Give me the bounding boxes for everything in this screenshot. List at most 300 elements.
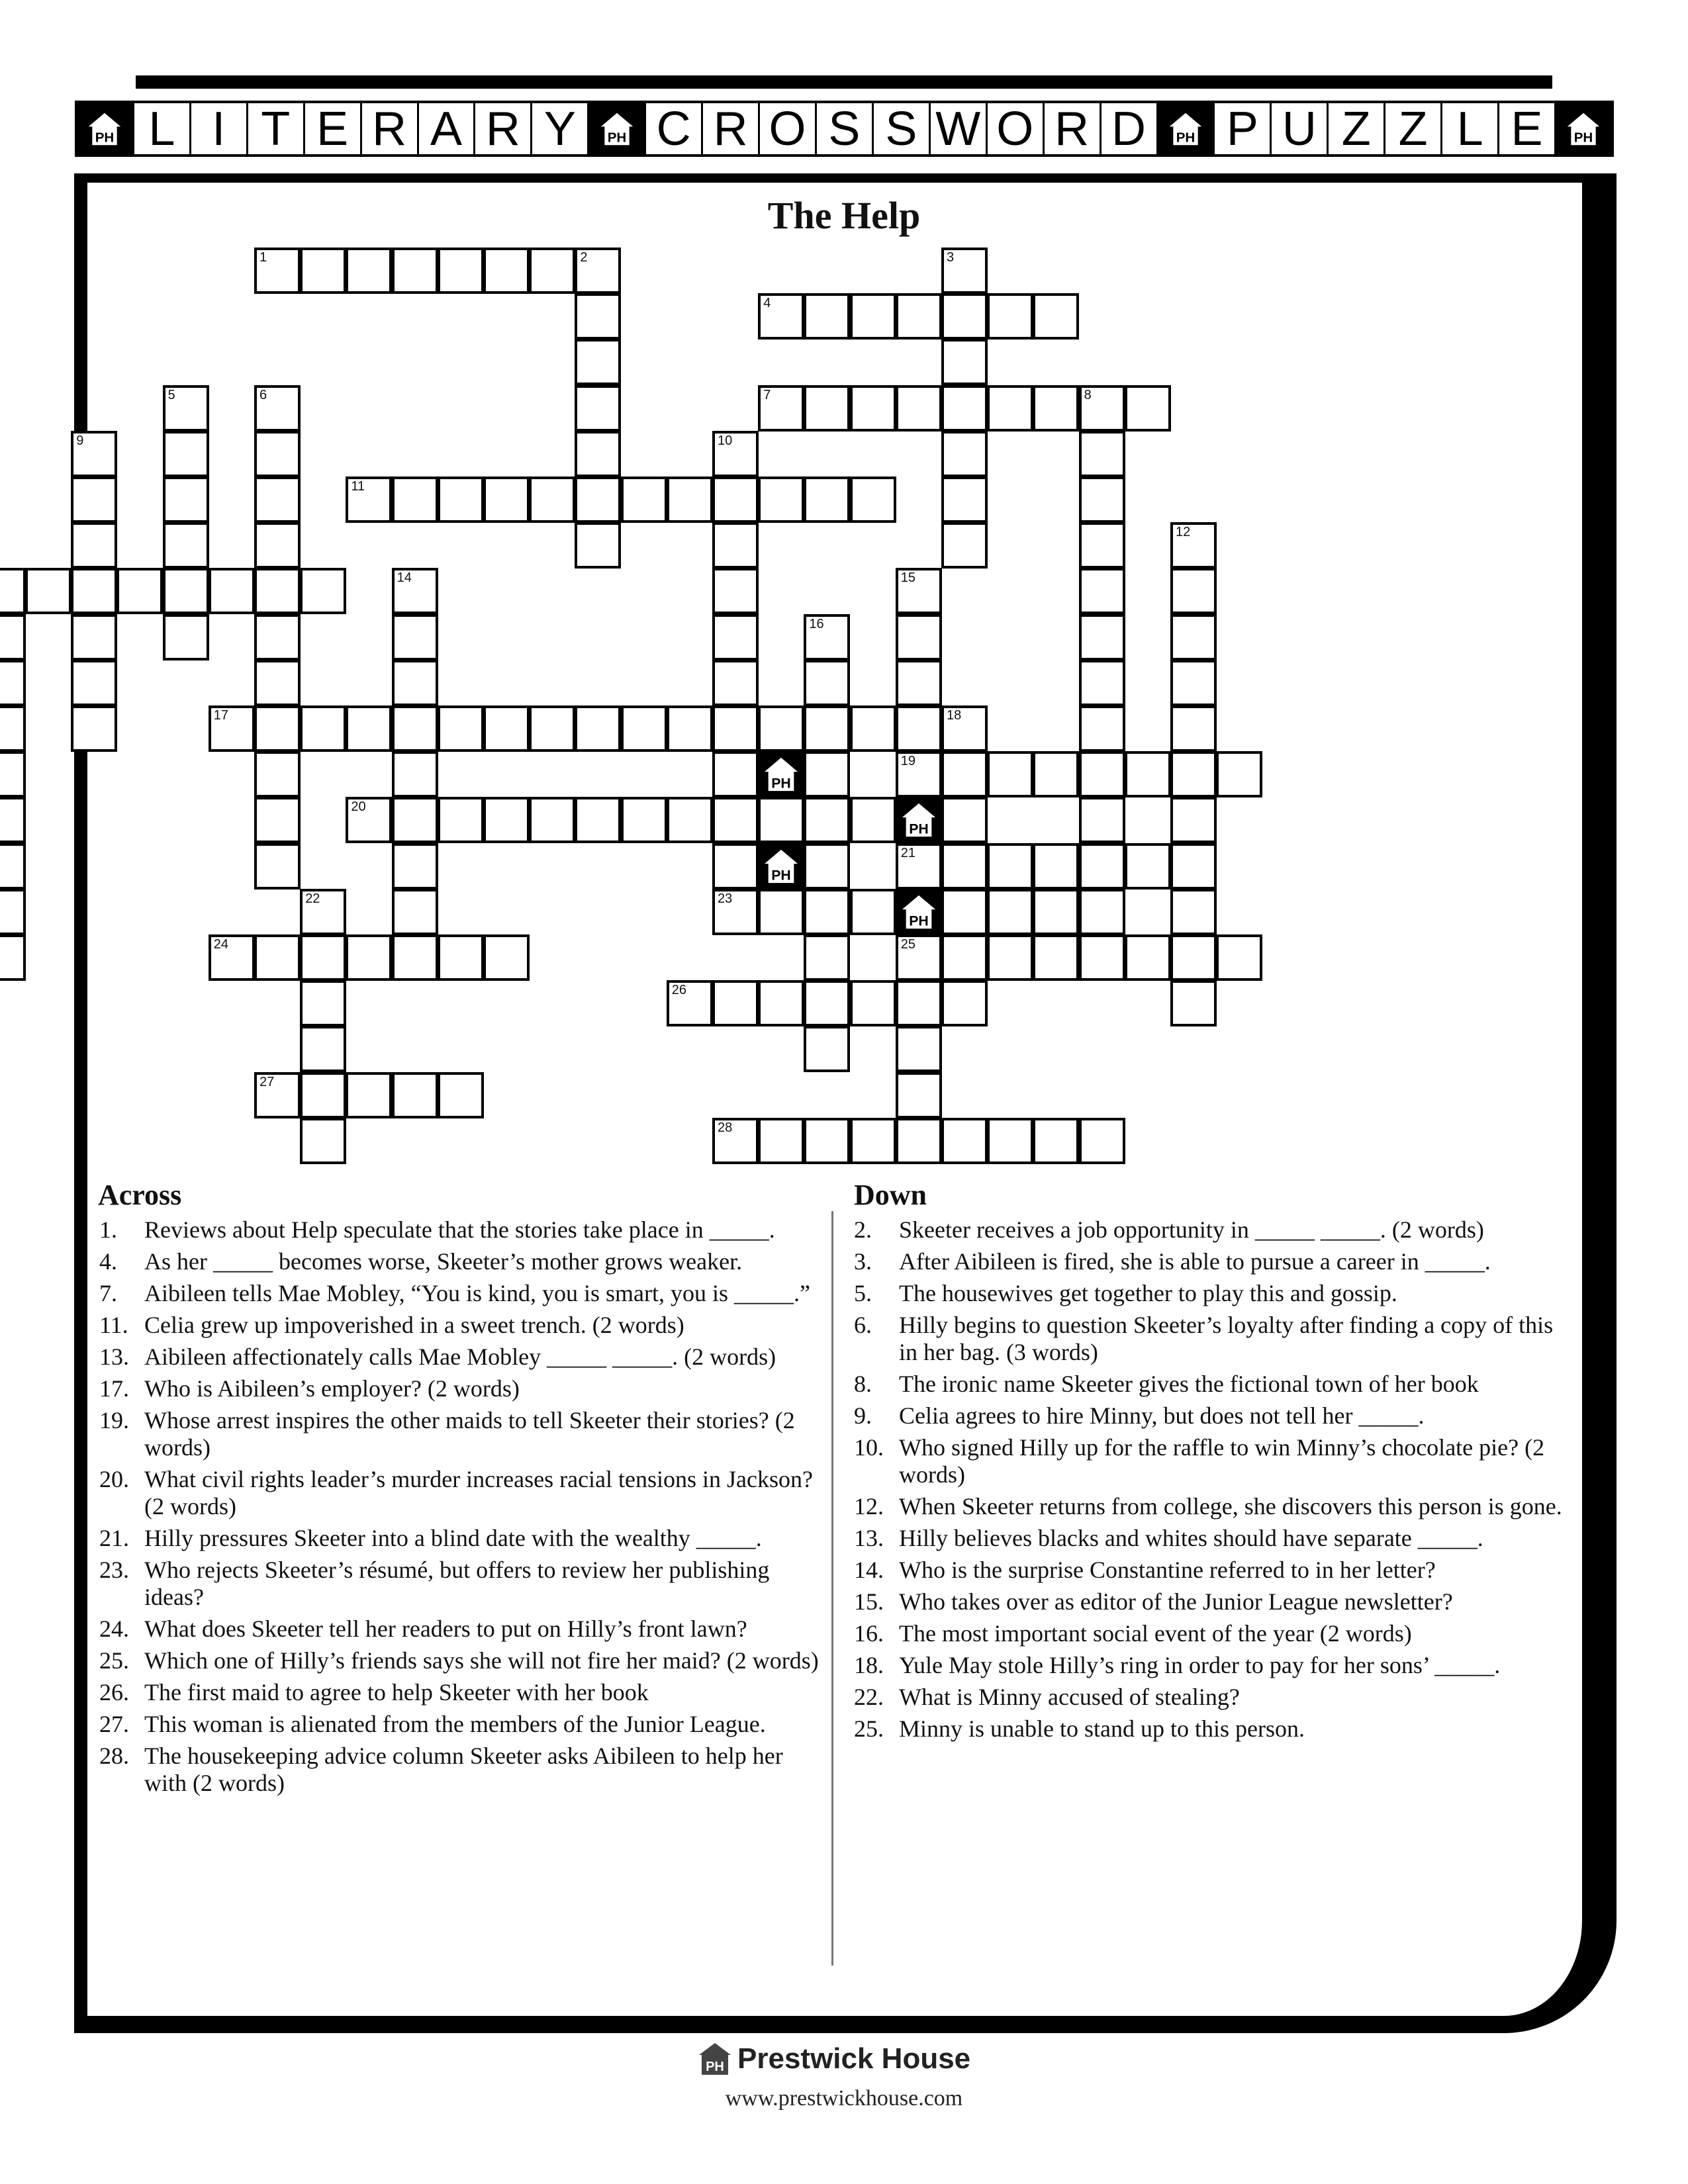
clue-num: 9. [854,1402,872,1429]
grid-cell[interactable] [896,705,942,752]
grid-cell[interactable] [896,385,942,432]
banner-letter: Z [1385,103,1442,154]
grid-cell[interactable] [1079,1118,1125,1164]
grid-cell[interactable] [346,705,392,752]
clue-num: 4. [99,1248,117,1275]
grid-cell[interactable] [254,385,301,432]
grid-cell[interactable] [712,1118,759,1164]
across-clue [99,1743,827,1797]
grid-cell[interactable] [438,477,484,523]
banner-letter: R [1045,103,1102,154]
grid-cell[interactable] [1033,843,1079,889]
grid-cell[interactable] [896,980,942,1026]
grid-cell[interactable] [392,568,438,614]
grid-cell[interactable] [300,705,346,752]
across-clue [99,1525,827,1552]
grid-cell[interactable] [483,797,530,843]
grid-cell[interactable] [941,751,988,797]
grid-cell[interactable] [1216,934,1262,981]
grid-cell[interactable] [575,477,621,523]
grid-cell[interactable] [758,980,804,1026]
grid-cell[interactable] [850,705,896,752]
grid-cell[interactable] [0,660,26,706]
grid-cell[interactable] [575,431,621,477]
clue-number: 10 [718,433,733,448]
grid-cell[interactable] [300,568,346,614]
grid-cell[interactable] [1170,568,1217,614]
clue-num: 15. [854,1588,884,1615]
down-clue [854,1588,1575,1615]
grid-cell[interactable] [575,248,621,294]
grid-cell[interactable] [392,1072,438,1118]
grid-cell[interactable] [987,293,1033,340]
grid-cell[interactable] [804,1118,850,1164]
across-heading: Across [98,1179,182,1211]
grid-cell[interactable] [0,568,26,614]
grid-cell[interactable] [896,568,942,614]
grid-cell[interactable] [987,889,1033,935]
grid-cell[interactable] [438,248,484,294]
grid-cell[interactable] [1079,477,1125,523]
grid-cell[interactable] [483,477,530,523]
grid-cell[interactable] [896,1026,942,1072]
clue-number: 3 [947,250,955,265]
clue-num: 11. [99,1312,128,1338]
grid-cell[interactable] [300,980,346,1026]
down-clue [854,1434,1575,1488]
grid-cell[interactable] [987,1118,1033,1164]
grid-cell[interactable] [712,614,759,660]
grid-cell[interactable] [0,889,26,935]
banner-letter: Z [1329,103,1385,154]
clue-number: 24 [213,937,229,952]
grid-cell[interactable] [850,980,896,1026]
grid-cell[interactable] [712,431,759,477]
grid-cell[interactable] [1170,843,1217,889]
grid-cell[interactable] [1125,751,1171,797]
grid-cell[interactable] [712,889,759,935]
grid-cell[interactable] [941,293,988,340]
clue-text: What is Minny accused of stealing? [899,1684,1240,1710]
grid-cell[interactable] [1079,934,1125,981]
grid-cell[interactable] [346,934,392,981]
grid-cell[interactable] [667,477,713,523]
across-clue [99,1216,827,1244]
grid-cell[interactable] [438,934,484,981]
grid-cell[interactable] [254,614,301,660]
grid-cell[interactable] [941,339,988,385]
clue-number: 23 [718,891,733,906]
grid-cell[interactable] [896,660,942,706]
website-url[interactable]: www.prestwickhouse.com [725,2086,963,2111]
grid-cell[interactable] [896,614,942,660]
grid-cell[interactable] [758,889,804,935]
brand-name: Prestwick House [737,2042,971,2075]
grid-cell[interactable] [850,477,896,523]
grid-cell[interactable] [1079,522,1125,569]
grid-cell[interactable] [712,568,759,614]
clue-text: Aibileen affectionately calls Mae Mobley _____ _____. (2 words) [144,1343,776,1370]
grid-cell[interactable] [254,843,301,889]
grid-cell[interactable] [758,293,804,340]
grid-cell[interactable] [529,248,575,294]
clue-text: Hilly begins to question Skeeter’s loyalty after finding a copy of this in her bag. (3 words) [899,1312,1554,1365]
grid-cell[interactable] [1033,751,1079,797]
grid-cell[interactable] [1033,293,1079,340]
clue-num: 18. [854,1652,884,1678]
grid-cell[interactable] [254,431,301,477]
grid-cell[interactable] [712,980,759,1026]
grid-cell[interactable] [941,477,988,523]
across-clue [99,1343,827,1371]
grid-cell[interactable] [850,797,896,843]
grid-cell[interactable] [300,889,346,935]
banner-letter: R [362,103,419,154]
grid-cell[interactable] [483,705,530,752]
grid-cell[interactable] [0,614,26,660]
grid-cell[interactable] [987,751,1033,797]
grid-cell[interactable] [392,248,438,294]
banner-letter: L [1442,103,1499,154]
grid-cell[interactable] [483,248,530,294]
grid-cell[interactable] [804,1026,850,1072]
grid-cell[interactable] [987,385,1033,432]
grid-cell[interactable] [575,522,621,569]
grid-cell[interactable] [0,934,26,981]
grid-cell[interactable] [71,522,117,569]
grid-cell[interactable] [163,568,209,614]
across-clue [99,1466,827,1520]
grid-cell[interactable] [896,751,942,797]
grid-cell[interactable] [254,660,301,706]
grid-cell[interactable] [1170,751,1217,797]
grid-cell[interactable] [1170,889,1217,935]
banner-letter: D [1102,103,1158,154]
grid-cell[interactable] [941,843,988,889]
grid-cell[interactable] [346,1072,392,1118]
grid-cell[interactable] [392,751,438,797]
grid-cell[interactable] [896,293,942,340]
grid-cell[interactable] [804,477,850,523]
grid-cell[interactable] [300,1026,346,1072]
across-clue [99,1679,827,1706]
grid-cell[interactable] [529,797,575,843]
grid-cell[interactable] [1170,797,1217,843]
grid-cell[interactable] [392,660,438,706]
grid-cell[interactable] [163,431,209,477]
grid-cell[interactable] [941,934,988,981]
across-clue [99,1312,827,1339]
grid-cell[interactable] [1170,660,1217,706]
clue-num: 23. [99,1557,129,1583]
grid-cell[interactable] [0,751,26,797]
grid-cell[interactable] [25,568,71,614]
grid-cell[interactable] [438,797,484,843]
grid-cell[interactable] [712,522,759,569]
grid-cell[interactable] [941,980,988,1026]
grid-cell[interactable] [758,1118,804,1164]
grid-cell[interactable] [209,934,255,981]
grid-cell[interactable] [621,797,667,843]
grid-cell[interactable] [71,614,117,660]
grid-cell[interactable] [392,889,438,935]
grid-cell[interactable] [71,660,117,706]
house-logo-icon [762,847,800,886]
grid-cell[interactable] [804,843,850,889]
grid-cell[interactable] [850,385,896,432]
clue-number: 9 [76,433,84,448]
grid-cell[interactable] [987,843,1033,889]
grid-cell[interactable] [758,477,804,523]
grid-cell[interactable] [71,431,117,477]
grid-cell[interactable] [1079,614,1125,660]
clue-text: Aibileen tells Mae Mobley, “You is kind, you is smart, you is _____.” [144,1280,810,1306]
grid-cell[interactable] [667,797,713,843]
grid-cell[interactable] [163,522,209,569]
grid-cell[interactable] [254,751,301,797]
grid-cell[interactable] [667,705,713,752]
grid-cell[interactable] [804,797,850,843]
grid-cell[interactable] [1216,751,1262,797]
grid-cell[interactable] [1079,660,1125,706]
grid-cell[interactable] [575,339,621,385]
clue-number: 25 [900,937,916,952]
down-clue [854,1652,1575,1679]
grid-cell[interactable] [804,751,850,797]
grid-cell[interactable] [804,385,850,432]
clue-num: 12. [854,1493,884,1520]
grid-cell[interactable] [163,385,209,432]
grid-cell[interactable] [712,705,759,752]
grid-cell[interactable] [896,1118,942,1164]
clue-num: 26. [99,1679,129,1706]
grid-cell[interactable] [300,1072,346,1118]
grid-cell[interactable] [117,568,163,614]
grid-cell[interactable] [483,934,530,981]
grid-cell[interactable] [254,522,301,569]
grid-cell[interactable] [300,248,346,294]
grid-cell[interactable] [163,477,209,523]
grid-cell[interactable] [712,797,759,843]
grid-cell[interactable] [254,797,301,843]
grid-cell[interactable] [392,477,438,523]
grid-cell[interactable] [346,797,392,843]
grid-cell[interactable] [209,568,255,614]
black-square [758,843,804,889]
across-clue [99,1248,827,1275]
grid-cell[interactable] [1125,385,1171,432]
clue-num: 21. [99,1525,129,1551]
grid-cell[interactable] [1170,522,1217,569]
grid-cell[interactable] [758,705,804,752]
grid-cell[interactable] [575,293,621,340]
clue-num: 13. [99,1343,129,1370]
grid-cell[interactable] [804,293,850,340]
grid-cell[interactable] [0,843,26,889]
grid-cell[interactable] [1079,431,1125,477]
grid-cell[interactable] [1170,614,1217,660]
grid-cell[interactable] [254,568,301,614]
clue-text: Hilly pressures Skeeter into a blind date with the wealthy _____. [144,1525,762,1551]
clue-number: 28 [718,1120,733,1135]
clue-num: 13. [854,1525,884,1551]
grid-cell[interactable] [1079,705,1125,752]
grid-cell[interactable] [300,1118,346,1164]
grid-cell[interactable] [392,843,438,889]
grid-cell[interactable] [346,477,392,523]
clue-number: 5 [167,387,175,402]
svg-text:PH: PH [607,130,626,146]
grid-cell[interactable] [392,934,438,981]
across-clue [99,1615,827,1643]
grid-cell[interactable] [254,248,301,294]
grid-cell[interactable] [896,934,942,981]
clue-number: 7 [763,387,771,402]
grid-cell[interactable] [804,660,850,706]
down-clue [854,1248,1575,1275]
down-clues [854,1216,1575,1747]
grid-cell[interactable] [804,614,850,660]
grid-cell[interactable] [712,843,759,889]
grid-cell[interactable] [0,705,26,752]
grid-cell[interactable] [254,934,301,981]
clue-num: 22. [854,1684,884,1710]
grid-cell[interactable] [71,477,117,523]
clue-number: 27 [259,1074,275,1089]
grid-cell[interactable] [529,705,575,752]
grid-cell[interactable] [850,1118,896,1164]
grid-cell[interactable] [941,385,988,432]
grid-cell[interactable] [1033,889,1079,935]
grid-cell[interactable] [1079,568,1125,614]
grid-cell[interactable] [254,705,301,752]
grid-cell[interactable] [712,477,759,523]
clue-number: 11 [351,479,365,494]
clue-num: 19. [99,1407,129,1433]
grid-cell[interactable] [850,293,896,340]
grid-cell[interactable] [1125,934,1171,981]
grid-cell[interactable] [1170,705,1217,752]
grid-cell[interactable] [941,431,988,477]
across-clue [99,1280,827,1307]
grid-cell[interactable] [1170,934,1217,981]
grid-cell[interactable] [346,248,392,294]
svg-text:PH: PH [909,821,929,837]
grid-cell[interactable] [254,477,301,523]
banner-letter: C [646,103,703,154]
clue-text: When Skeeter returns from college, she discovers this person is gone. [899,1493,1562,1520]
clue-text: Whose arrest inspires the other maids to tell Skeeter their stories? (2 words) [144,1407,795,1461]
grid-cell[interactable] [71,568,117,614]
grid-cell[interactable] [163,614,209,660]
grid-cell[interactable] [896,843,942,889]
grid-cell[interactable] [392,705,438,752]
grid-cell[interactable] [1079,751,1125,797]
clue-text: Who takes over as editor of the Junior League newsletter? [899,1588,1453,1615]
down-heading: Down [854,1179,927,1211]
grid-cell[interactable] [1079,843,1125,889]
grid-cell[interactable] [667,980,713,1026]
grid-cell[interactable] [1125,843,1171,889]
grid-cell[interactable] [575,797,621,843]
grid-cell[interactable] [438,705,484,752]
grid-cell[interactable] [392,614,438,660]
grid-cell[interactable] [941,705,988,752]
clue-text: Which one of Hilly’s friends says she will not fire her maid? (2 words) [144,1647,819,1674]
grid-cell[interactable] [941,248,988,294]
grid-cell[interactable] [758,385,804,432]
grid-cell[interactable] [804,980,850,1026]
grid-cell[interactable] [71,705,117,752]
grid-cell[interactable] [804,889,850,935]
black-square [758,751,804,797]
grid-cell[interactable] [1079,889,1125,935]
grid-cell[interactable] [575,385,621,432]
grid-cell[interactable] [804,934,850,981]
grid-cell[interactable] [300,934,346,981]
down-clue [854,1216,1575,1244]
clue-text: Hilly believes blacks and whites should have separate _____. [899,1525,1483,1551]
clue-num: 28. [99,1743,129,1769]
grid-cell[interactable] [896,1072,942,1118]
clue-text: Reviews about Help speculate that the stories take place in _____. [144,1216,775,1243]
grid-cell[interactable] [621,477,667,523]
grid-cell[interactable] [1033,934,1079,981]
grid-cell[interactable] [941,889,988,935]
svg-text:PH: PH [771,775,791,792]
grid-cell[interactable] [621,705,667,752]
grid-cell[interactable] [1079,797,1125,843]
grid-cell[interactable] [0,797,26,843]
grid-cell[interactable] [1033,1118,1079,1164]
grid-cell[interactable] [758,797,804,843]
grid-cell[interactable] [850,889,896,935]
down-clue [854,1280,1575,1307]
grid-cell[interactable] [254,1072,301,1118]
down-clue [854,1620,1575,1647]
clue-number: 17 [213,708,229,723]
grid-cell[interactable] [804,705,850,752]
grid-cell[interactable] [392,797,438,843]
grid-cell[interactable] [941,797,988,843]
grid-cell[interactable] [575,705,621,752]
grid-cell[interactable] [941,1118,988,1164]
grid-cell[interactable] [941,522,988,569]
clue-num: 3. [854,1248,872,1275]
clue-text: Who is Aibileen’s employer? (2 words) [144,1375,520,1402]
grid-cell[interactable] [712,660,759,706]
clue-text: What does Skeeter tell her readers to put on Hilly’s front lawn? [144,1615,747,1642]
grid-cell[interactable] [712,751,759,797]
clue-text: The most important social event of the year (2 words) [899,1620,1412,1647]
down-clue [854,1715,1575,1743]
banner-letter: O [760,103,817,154]
grid-cell[interactable] [209,705,255,752]
grid-cell[interactable] [1170,980,1217,1026]
black-square [896,889,942,935]
banner-letter: Y [532,103,589,154]
grid-cell[interactable] [1033,385,1079,432]
grid-cell[interactable] [1079,385,1125,432]
clue-text: The first maid to agree to help Skeeter with her book [144,1679,649,1706]
down-clue [854,1402,1575,1430]
grid-cell[interactable] [438,1072,484,1118]
clue-text: Skeeter receives a job opportunity in _____ _____. (2 words) [899,1216,1484,1243]
grid-cell[interactable] [987,934,1033,981]
grid-cell[interactable] [529,477,575,523]
down-clue [854,1525,1575,1552]
footer-logo [698,2042,970,2076]
